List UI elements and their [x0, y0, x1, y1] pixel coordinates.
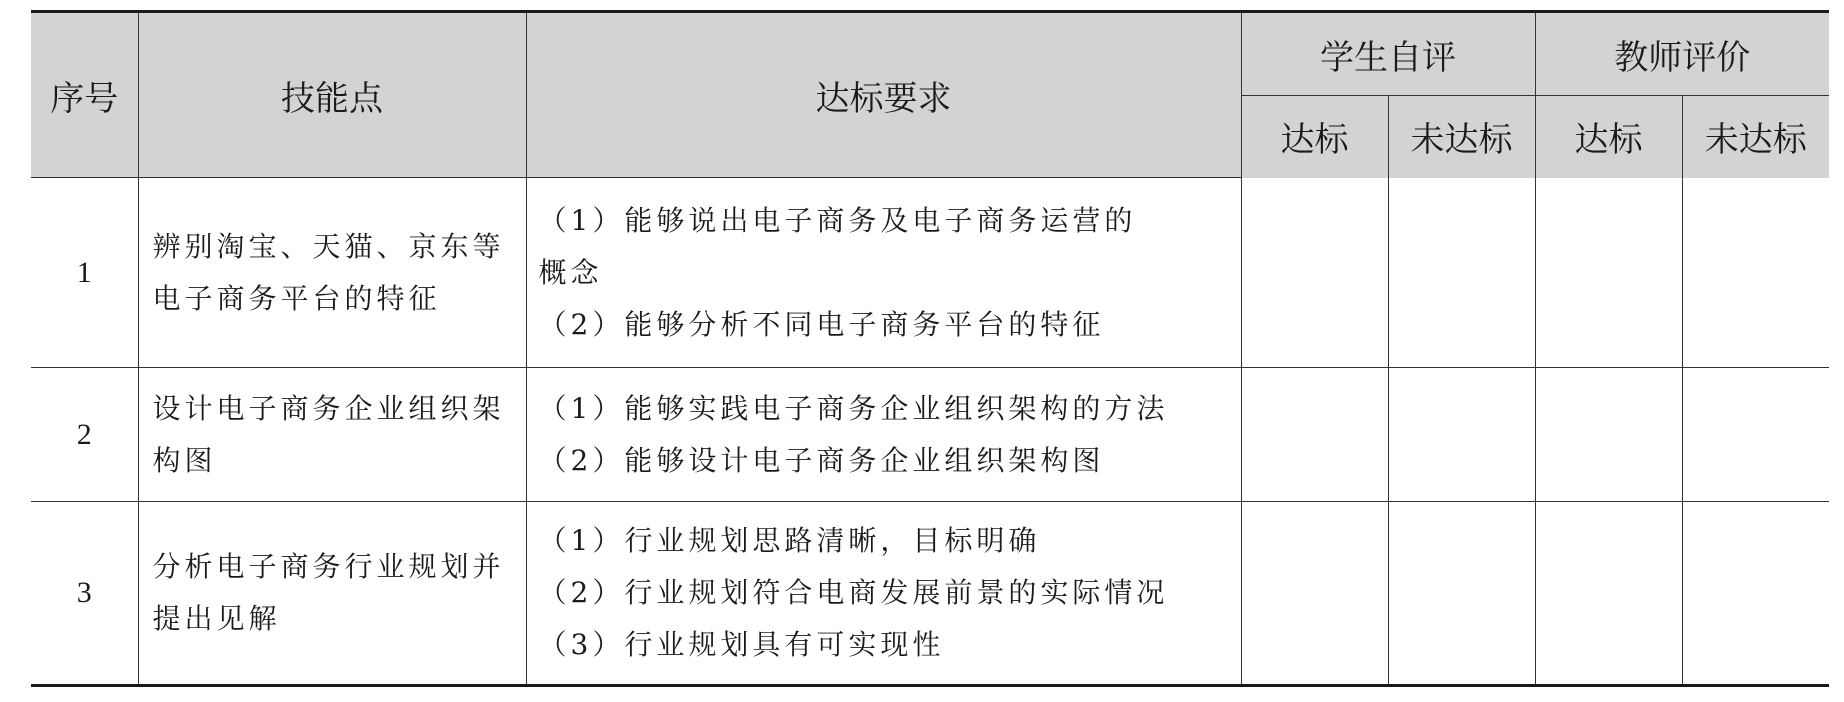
skill-cell: 辨别淘宝、天猫、京东等电子商务平台的特征 — [138, 178, 526, 368]
header-student-met: 达标 — [1241, 96, 1388, 178]
student-met-cell[interactable] — [1241, 502, 1388, 686]
requirement-line: （2）行业规划符合电商发展前景的实际情况 — [538, 576, 1169, 609]
table-row — [31, 178, 1829, 368]
header-index: 序号 — [31, 12, 138, 178]
requirement-cell — [526, 178, 1241, 368]
requirement-cell — [526, 368, 1241, 502]
requirement-line: （1）能够说出电子商务及电子商务运营的 — [538, 203, 1137, 237]
teacher-unmet-cell[interactable] — [1682, 502, 1829, 686]
header-student-unmet: 未达标 — [1388, 96, 1535, 178]
teacher-unmet-cell[interactable] — [1682, 368, 1829, 502]
teacher-met-cell[interactable] — [1535, 178, 1682, 368]
teacher-met-cell[interactable] — [1535, 368, 1682, 502]
requirement-cell — [526, 502, 1241, 686]
student-met-cell[interactable] — [1241, 178, 1388, 368]
requirement-line: （2）能够分析不同电子商务平台的特征 — [538, 307, 1105, 341]
row-index: 2 — [31, 368, 138, 502]
row-index: 3 — [31, 502, 138, 686]
header-teacher-eval: 教师评价 — [1535, 12, 1829, 96]
header-skill: 技能点 — [138, 12, 526, 178]
teacher-met-cell[interactable] — [1535, 502, 1682, 686]
header-row-top — [31, 12, 1829, 96]
student-unmet-cell[interactable] — [1388, 502, 1535, 686]
requirement-line: （2）能够设计电子商务企业组织架构图 — [538, 443, 1105, 477]
header-teacher-met: 达标 — [1535, 96, 1682, 178]
student-met-cell[interactable] — [1241, 368, 1388, 502]
header-teacher-unmet: 未达标 — [1682, 96, 1829, 178]
requirement-line: （1）能够实践电子商务企业组织架构的方法 — [538, 391, 1169, 425]
header-requirement: 达标要求 — [526, 12, 1241, 178]
teacher-unmet-cell[interactable] — [1682, 178, 1829, 368]
requirement-line: （3）行业规划具有可实现性 — [538, 628, 945, 661]
skill-cell: 设计电子商务企业组织架构图 — [138, 368, 526, 502]
skill-cell: 分析电子商务行业规划并提出见解 — [138, 502, 526, 686]
row-index: 1 — [31, 178, 138, 368]
table-row — [31, 502, 1829, 686]
evaluation-table-wrapper — [31, 10, 1829, 687]
student-unmet-cell[interactable] — [1388, 178, 1535, 368]
student-unmet-cell[interactable] — [1388, 368, 1535, 502]
requirement-line: 概念 — [538, 255, 603, 289]
requirement-line: （1）行业规划思路清晰，目标明确 — [538, 524, 1041, 557]
header-student-self-eval: 学生自评 — [1241, 12, 1535, 96]
table-row — [31, 368, 1829, 502]
evaluation-table — [31, 10, 1829, 687]
